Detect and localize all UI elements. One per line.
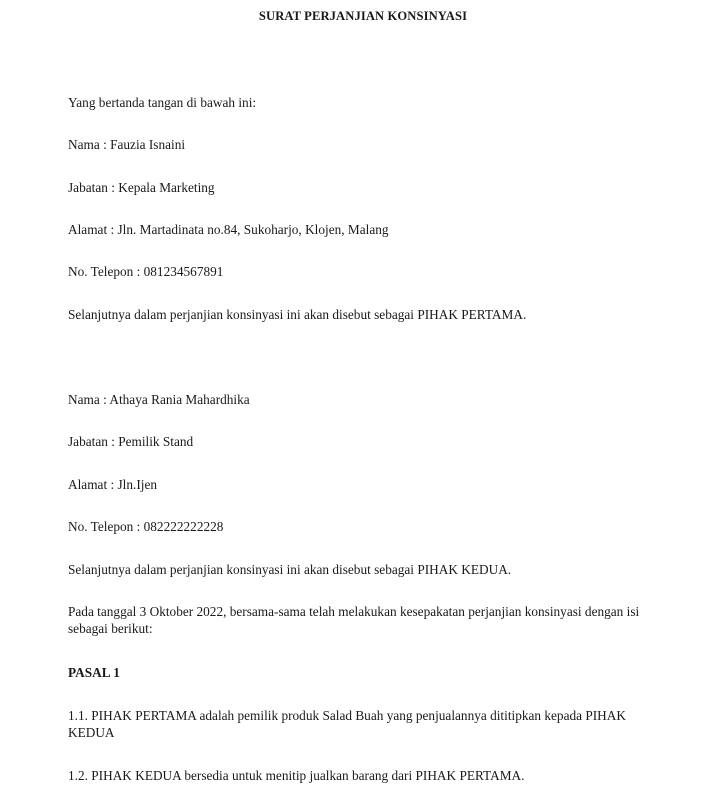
pihak-kedua-jabatan: Jabatan : Pemilik Stand xyxy=(68,434,194,449)
pasal-1-item-1: 1.1. PIHAK PERTAMA adalah pemilik produk Salad Buah yang penjualannya dititipkan kepada PIHAK KEDUA xyxy=(68,708,626,740)
intro-text: Yang bertanda tangan di bawah ini: xyxy=(68,95,257,110)
pasal-1-item-2: 1.2. PIHAK KEDUA bersedia untuk menitip jualkan barang dari PIHAK PERTAMA. xyxy=(68,768,525,783)
pihak-kedua-nama: Nama : Athaya Rania Mahardhika xyxy=(68,392,250,407)
pihak-pertama-nama: Nama : Fauzia Isnaini xyxy=(68,137,186,152)
pihak-kedua-keterangan: Selanjutnya dalam perjanjian konsinyasi ini akan disebut sebagai PIHAK KEDUA. xyxy=(68,562,512,577)
pihak-pertama-jabatan: Jabatan : Kepala Marketing xyxy=(68,180,215,195)
document-title: SURAT PERJANJIAN KONSINYASI xyxy=(258,9,468,23)
pihak-kedua-alamat: Alamat : Jln.Ijen xyxy=(68,477,157,492)
pasal-1-heading: PASAL 1 xyxy=(68,665,120,680)
pihak-pertama-telepon: No. Telepon : 081234567891 xyxy=(68,264,224,279)
pihak-pertama-alamat: Alamat : Jln. Martadinata no.84, Sukoharjo, Klojen, Malang xyxy=(68,222,389,237)
kesepakatan-paragraph: Pada tanggal 3 Oktober 2022, bersama-sama telah melakukan kesepakatan perjanjian konsinyasi dengan isi sebagai berikut: xyxy=(68,604,640,636)
pihak-kedua-telepon: No. Telepon : 082222222228 xyxy=(68,519,224,534)
pihak-pertama-keterangan: Selanjutnya dalam perjanjian konsinyasi ini akan disebut sebagai PIHAK PERTAMA. xyxy=(68,307,527,322)
